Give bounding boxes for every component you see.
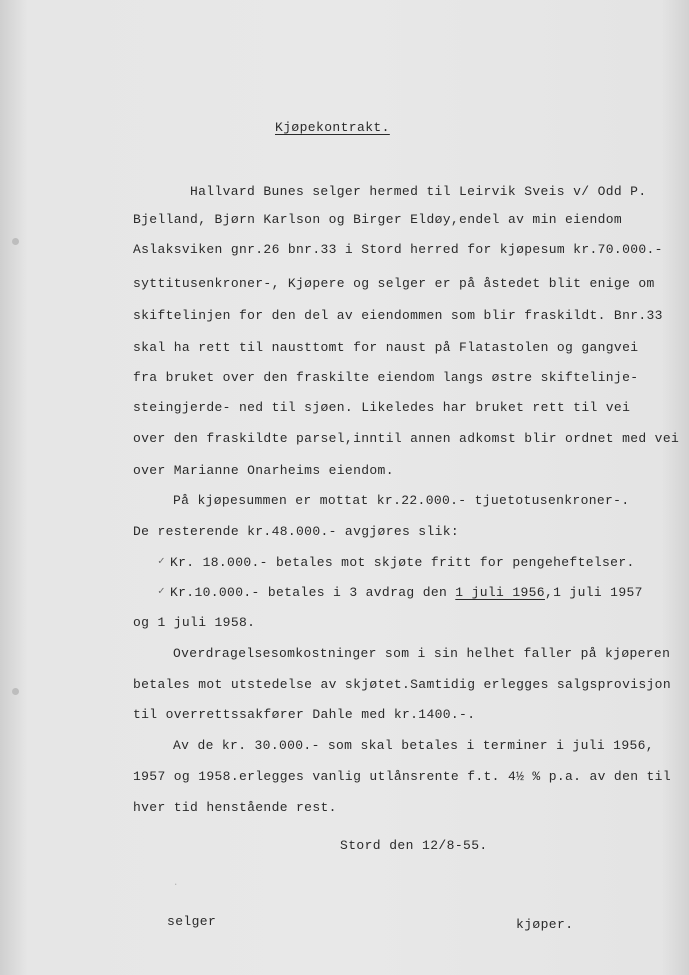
- body-line: syttitusenkroner-, Kjøpere og selger er på åstedet blit enige om: [133, 276, 655, 291]
- place-date: Stord den 12/8-55.: [340, 838, 488, 853]
- body-line: over Marianne Onarheims eiendom.: [133, 463, 394, 478]
- faint-mark: ·: [173, 880, 179, 890]
- checkmark-icon: ✓: [158, 586, 165, 598]
- body-line: 1957 og 1958.erlegges vanlig utlånsrente f.t. 4½ % p.a. av den til: [133, 769, 671, 784]
- body-line: og 1 juli 1958.: [133, 615, 256, 630]
- payment-line: Kr. 18.000.- betales mot skjøte fritt for pengeheftelser.: [170, 555, 635, 570]
- payment-text: ,1 juli 1957: [544, 585, 643, 600]
- underlined-date: 1 juli 1956: [455, 585, 545, 600]
- body-line: På kjøpesummen er mottat kr.22.000.- tjuetotusenkroner-.: [173, 493, 630, 508]
- body-line: skiftelinjen for den del av eiendommen som blir fraskildt. Bnr.33: [133, 308, 663, 323]
- payment-text: Kr.10.000.- betales i 3 avdrag den: [170, 585, 456, 600]
- body-line: skal ha rett til nausttomt for naust på Flatastolen og gangvei: [133, 340, 639, 355]
- body-line: hver tid henstående rest.: [133, 800, 337, 815]
- body-line: Aslaksviken gnr.26 bnr.33 i Stord herred for kjøpesum kr.70.000.-: [133, 242, 663, 257]
- body-line: Hallvard Bunes selger hermed til Leirvik Sveis v/ Odd P.: [190, 184, 647, 199]
- body-line: Overdragelsesomkostninger som i sin helhet faller på kjøperen: [173, 646, 671, 661]
- body-line: steingjerde- ned til sjøen. Likeledes har bruket rett til vei: [133, 400, 631, 415]
- punch-hole: [12, 238, 19, 245]
- body-line: Bjelland, Bjørn Karlson og Birger Eldøy,endel av min eiendom: [133, 212, 623, 227]
- body-line: betales mot utstedelse av skjøtet.Samtidig erlegges salgsprovisjon: [133, 677, 671, 692]
- body-line: fra bruket over den fraskilte eiendom langs østre skiftelinje-: [133, 370, 639, 385]
- checkmark-icon: ✓: [158, 556, 165, 568]
- body-line: De resterende kr.48.000.- avgjøres slik:: [133, 524, 460, 539]
- document-title: Kjøpekontrakt.: [275, 120, 390, 135]
- buyer-signature-label: kjøper.: [516, 917, 574, 932]
- body-line: Av de kr. 30.000.- som skal betales i terminer i juli 1956,: [173, 738, 654, 753]
- seller-signature-label: selger: [167, 914, 217, 929]
- payment-line: [170, 585, 643, 600]
- punch-hole: [12, 688, 19, 695]
- body-line: over den fraskildte parsel,inntil annen adkomst blir ordnet med vei: [133, 431, 680, 446]
- body-line: til overrettssakfører Dahle med kr.1400.-.: [133, 707, 476, 722]
